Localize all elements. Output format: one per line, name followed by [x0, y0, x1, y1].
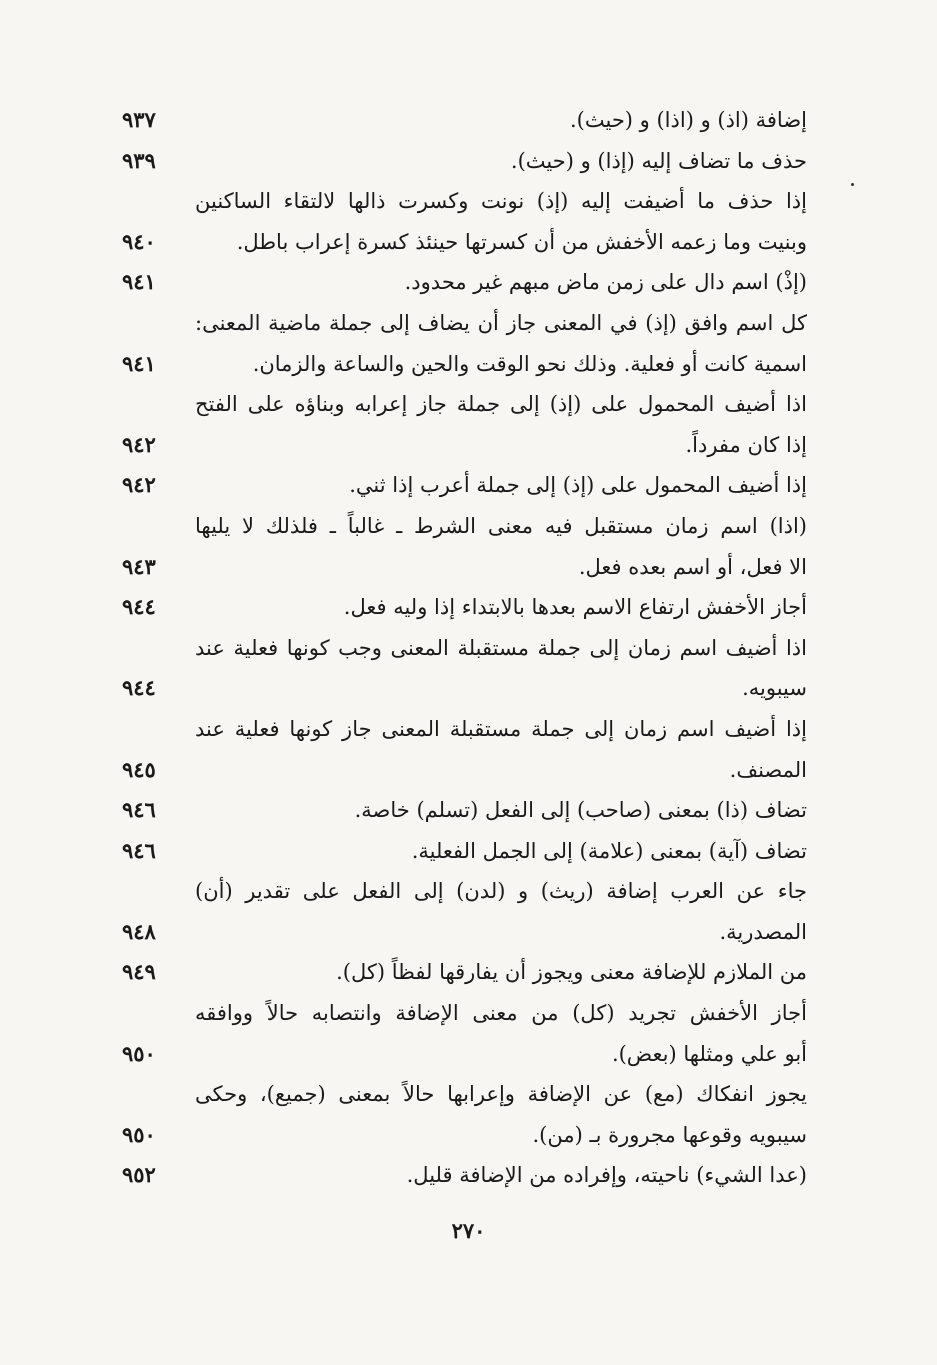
entry-page-reference: ٩٤١	[122, 350, 156, 376]
index-entry	[122, 709, 807, 790]
entry-page-reference: ٩٣٧	[122, 107, 156, 132]
entry-text-line: اسمية كانت أو فعلية. وذلك نحو الوقت والحين والساعة والزمان.	[252, 351, 807, 376]
index-entry	[122, 790, 807, 831]
ink-speck	[851, 183, 854, 186]
entry-text-line: وبنيت وما زعمه الأخفش من أن كسرتها حينئذ كسرة إعراب باطل.	[236, 229, 807, 254]
entry-text-line: المصنف.	[729, 757, 807, 782]
entry-page-reference: ٩٤٠	[122, 228, 156, 254]
entry-text-line: إضافة (اذ) و (اذا) و (حيث).	[570, 108, 807, 132]
entry-page-reference: ٩٤٩	[122, 959, 156, 985]
index-entry	[122, 831, 807, 872]
entry-page-reference: ٩٥٠	[122, 1040, 156, 1066]
index-entry	[122, 303, 807, 384]
entry-page-reference: ٩٤٤	[122, 594, 156, 620]
entry-text-line: تضاف (آية) بمعنى (علامة) إلى الجمل الفعلية.	[411, 838, 807, 863]
entry-page-reference: ٩٤٦	[122, 837, 156, 863]
entry-page-reference: ٩٤٤	[122, 675, 156, 701]
entry-text-line: أجاز الأخفش تجريد (كل) من معنى الإضافة وانتصابه حالاً ووافقه	[195, 1001, 807, 1026]
entry-page-reference: ٩٤٦	[122, 797, 156, 823]
entry-page-reference: ٩٤٨	[122, 918, 156, 944]
entry-text-line: جاء عن العرب إضافة (ريث) و (لدن) إلى الفعل على تقدير (أن)	[195, 879, 807, 904]
entry-page-reference: ٩٣٩	[122, 147, 156, 173]
entry-text-line: إذا حذف ما أضيفت إليه (إذ) نونت وكسرت ذالها لالتقاء الساكنين	[195, 189, 807, 214]
index-entry	[122, 628, 807, 709]
page-number: ٢٧٠	[451, 1218, 486, 1243]
index-entries	[122, 100, 807, 1196]
entry-page-reference: ٩٥٢	[122, 1162, 156, 1188]
entry-text-line: اذا أضيف المحمول على (إذ) إلى جملة جاز إعرابه وبناؤه على الفتح	[195, 392, 807, 417]
entry-text-line: سيبويه وقوعها مجرورة بـ (من).	[532, 1122, 807, 1147]
index-entry	[122, 100, 807, 141]
index-entry	[122, 181, 807, 262]
entry-page-reference: ٩٤١	[122, 269, 156, 295]
index-entry	[122, 384, 807, 465]
entry-text-line: الا فعل، أو اسم بعده فعل.	[578, 554, 807, 579]
entry-text-line: إذا أضيف اسم زمان إلى جملة مستقبلة المعنى جاز كونها فعلية عند	[195, 716, 807, 741]
entry-text-line: (إذْ) اسم دال على زمن ماض مبهم غير محدود.	[404, 270, 807, 295]
entry-text-line: أبو علي ومثلها (بعض).	[611, 1041, 807, 1066]
entry-page-reference: ٩٤٥	[122, 756, 156, 782]
entry-text-line: حذف ما تضاف إليه (إذا) و (حيث).	[510, 148, 807, 173]
entry-text-line: سيبويه.	[742, 676, 807, 701]
entry-text-line: من الملازم للإضافة معنى ويجوز أن يفارقها لفظاً (كل).	[336, 960, 807, 985]
index-entry	[122, 587, 807, 628]
entry-page-reference: ٩٥٠	[122, 1121, 156, 1147]
index-entry	[122, 506, 807, 587]
entry-page-reference: ٩٤٣	[122, 553, 156, 579]
index-entry	[122, 262, 807, 303]
entry-text-line: يجوز انفكاك (مع) عن الإضافة وإعرابها حالاً بمعنى (جميع)، وحكى	[195, 1082, 807, 1107]
index-entry	[122, 141, 807, 182]
index-entry	[122, 1074, 807, 1155]
entry-page-reference: ٩٤٢	[122, 431, 156, 457]
entry-text-line: اذا أضيف اسم زمان إلى جملة مستقبلة المعنى وجب كونها فعلية عند	[195, 635, 807, 660]
entry-text-line: المصدرية.	[719, 919, 807, 944]
entry-text-line: (عدا الشيء) ناحيته، وإفراده من الإضافة قليل.	[406, 1163, 807, 1188]
index-entry	[122, 871, 807, 952]
index-entry	[122, 952, 807, 993]
entry-text-line: إذا كان مفرداً.	[685, 432, 807, 457]
index-entry	[122, 465, 807, 506]
entry-text-line: تضاف (ذا) بمعنى (صاحب) إلى الفعل (تسلم) خاصة.	[354, 798, 807, 823]
index-entry	[122, 1155, 807, 1196]
entry-text-line: (اذا) اسم زمان مستقبل فيه معنى الشرط ـ غالباً ـ فلذلك لا يليها	[195, 513, 807, 538]
entry-text-line: إذا أضيف المحمول على (إذ) إلى جملة أعرب إذا ثني.	[349, 473, 807, 498]
entry-page-reference: ٩٤٢	[122, 472, 156, 498]
index-entry	[122, 993, 807, 1074]
entry-text-line: أجاز الأخفش ارتفاع الاسم بعدها بالابتداء إذا وليه فعل.	[343, 595, 807, 620]
entry-text-line: كل اسم وافق (إذ) في المعنى جاز أن يضاف إلى جملة ماضية المعنى:	[195, 310, 807, 335]
